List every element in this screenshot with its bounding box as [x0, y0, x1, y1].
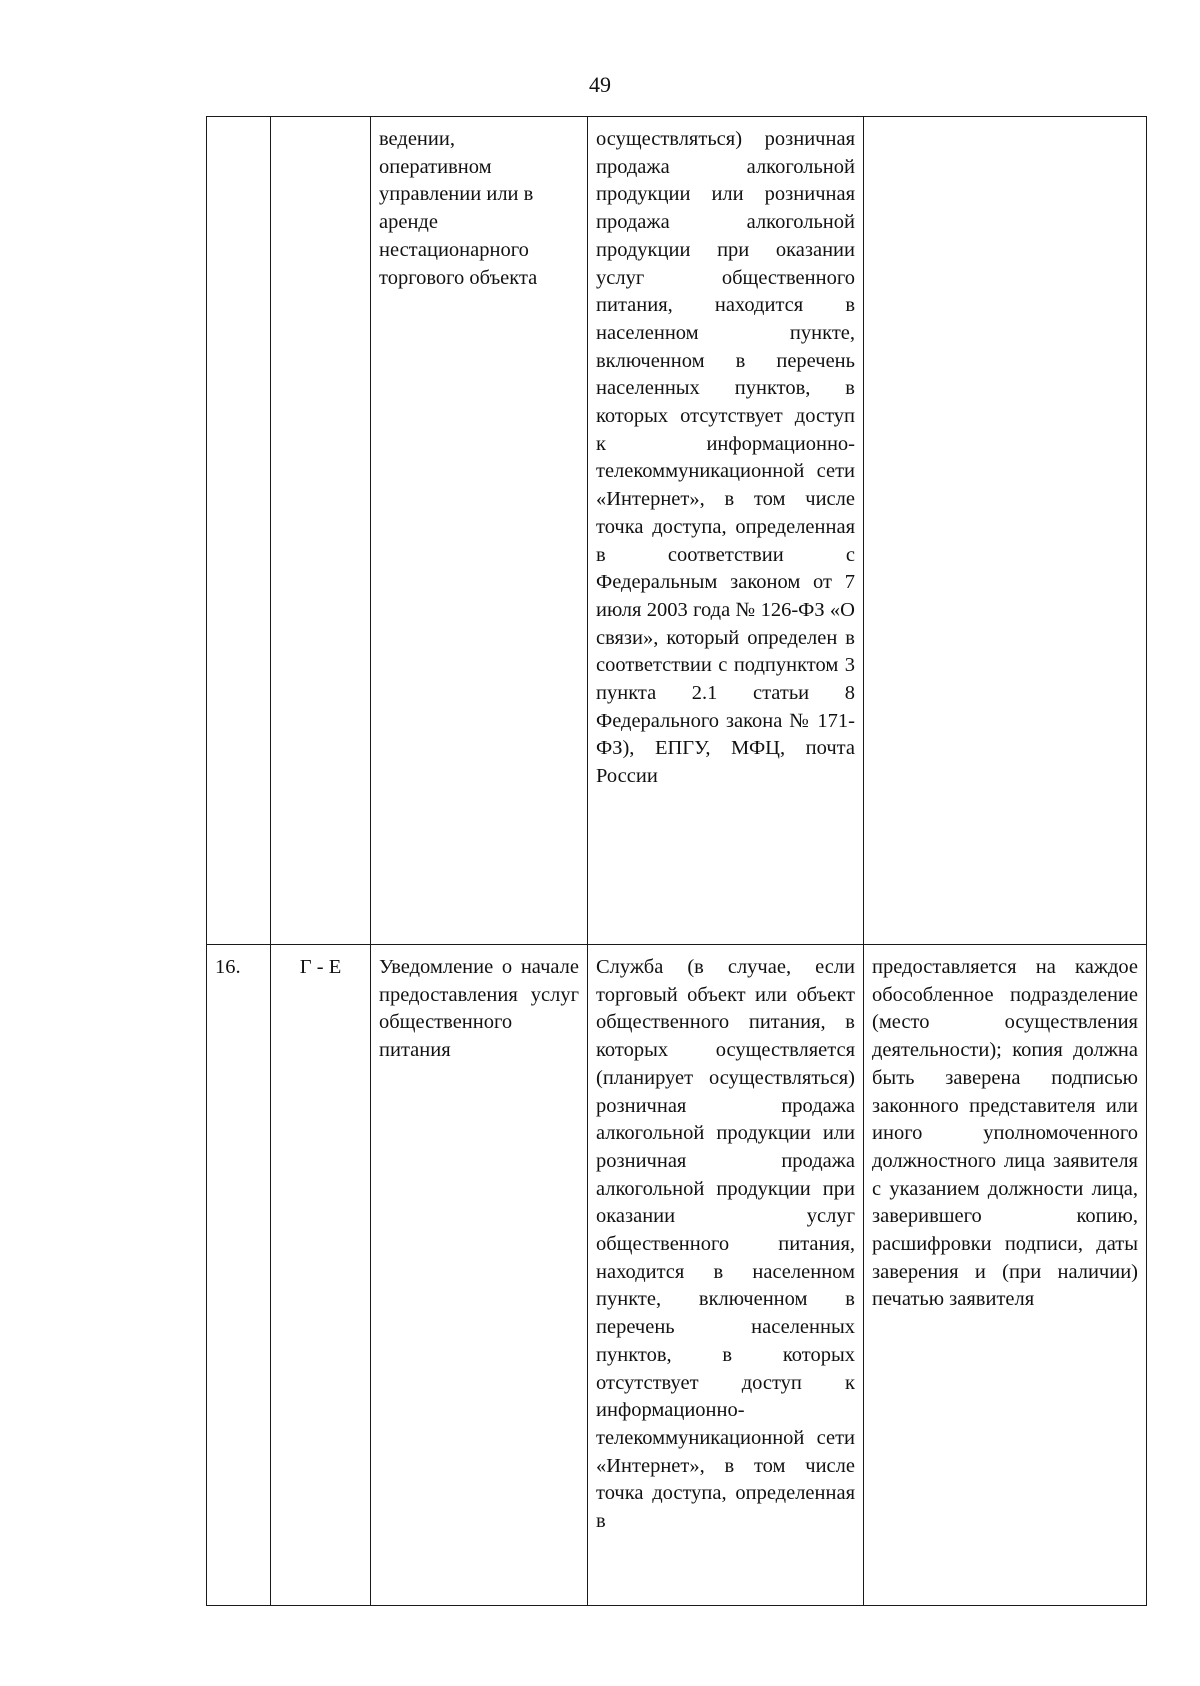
cell-provider: осуществляться) розничная продажа алкогольной продукции или розничная продажа алкогольной продукции при оказании услуг общественного питания, находится в населенном пункте, включенном в перечень населенных пунктов, в которых отсутствует доступ к информационно-телекоммуникационной сети «Интернет», в том числе точка доступа, определенная в соответствии с Федеральным законом от 7 июля 2003 года № 126-ФЗ «О связи», который определен в соответствии с подпунктом 3 пункта 2.1 статьи 8 Федерального закона № 171-ФЗ), ЕПГУ, МФЦ, почта России	[588, 117, 864, 945]
document-line: аренде	[379, 211, 438, 234]
document-line: ведении,	[379, 128, 455, 150]
cell-document	[371, 117, 588, 945]
cell-provider: Служба (в случае, если торговый объект или объект общественного питания, в которых осуществляется (планирует осуществляться) розничная продажа алкогольной продукции или розничная продажа алкогольной продукции при оказании услуг общественного питания, находится в населенном пункте, включенном в перечень населенных пунктов, в которых отсутствует доступ к информационно-телекоммуникационной сети «Интернет», в том числе точка доступа, определенная в	[588, 945, 864, 1606]
cell-notes	[864, 117, 1147, 945]
table-row-16	[207, 945, 1147, 1606]
cell-notes: предоставляется на каждое обособленное подразделение (место осуществления деятельности); копия должна быть заверена подписью законного представителя или иного уполномоченного должностного лица заявителя с указанием должности лица, заверившего копию, расшифровки подписи, даты заверения и (при наличии) печатью заявителя	[864, 945, 1147, 1606]
document-line: управлении или в	[379, 183, 534, 206]
table-row-continuation	[207, 117, 1147, 945]
page-number: 49	[589, 72, 611, 97]
cell-code	[271, 117, 371, 945]
document-table	[206, 116, 1147, 1606]
document-line: нестационарного	[379, 238, 529, 261]
cell-document: Уведомление о начале предоставления услуг общественного питания	[371, 945, 588, 1606]
document-line: оперативном	[379, 155, 492, 178]
cell-number	[207, 117, 271, 945]
cell-number: 16.	[207, 945, 271, 1606]
document-line: торгового объекта	[379, 266, 538, 289]
cell-code: Г - Е	[271, 945, 371, 1606]
